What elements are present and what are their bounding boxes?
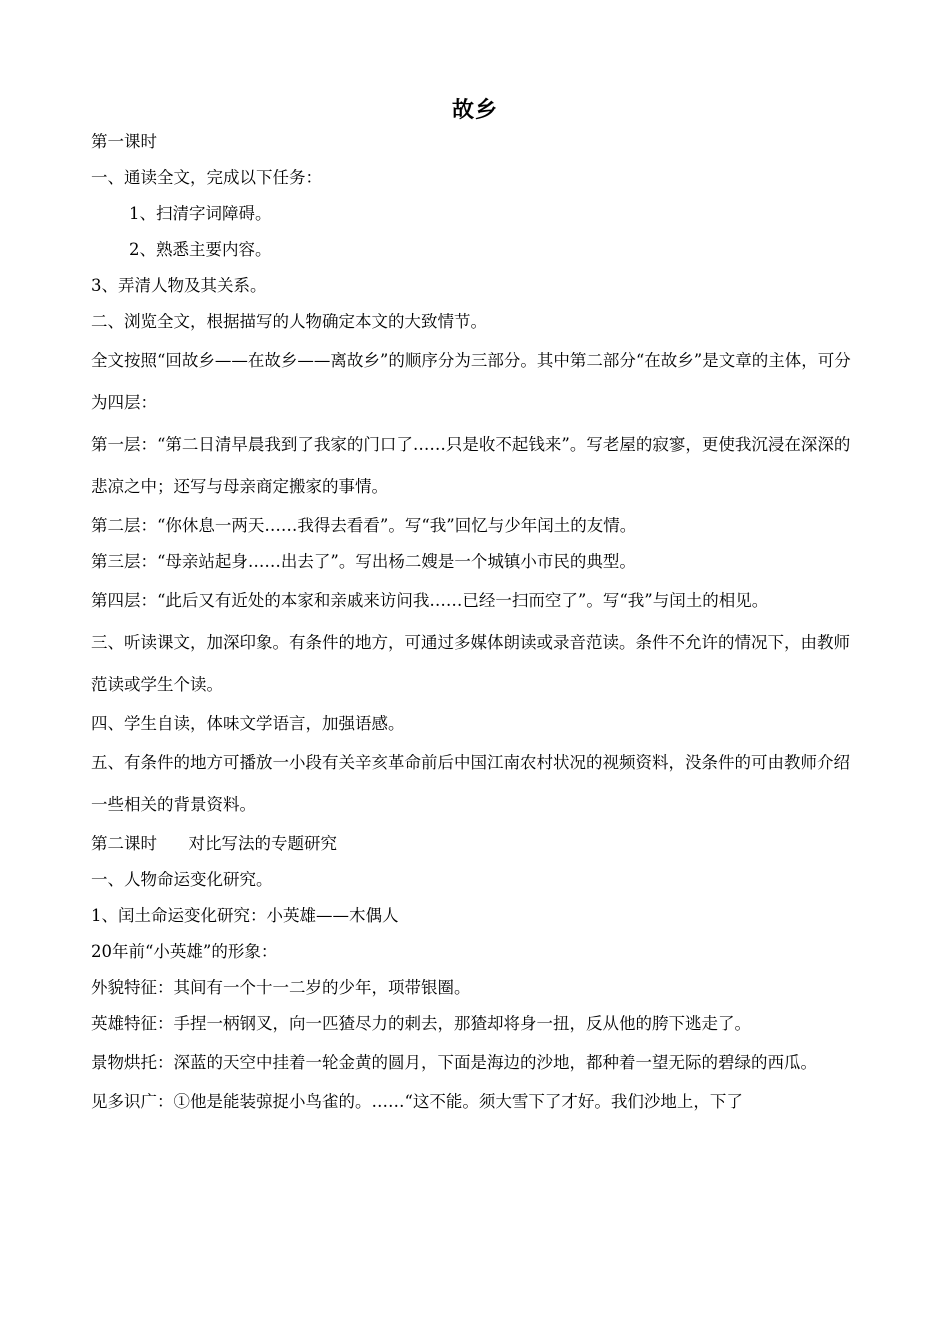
paragraph-lesson-1: 第一课时	[91, 132, 157, 151]
paragraph-layer-2: 第二层：“你休息一两天……我得去看看”。写“我”回忆与少年闰土的友情。	[91, 516, 637, 535]
paragraph-scenery: 景物烘托：深蓝的天空中挂着一轮金黄的圆月，下面是海边的沙地，都种着一望无际的碧绿的西瓜。	[91, 1053, 817, 1072]
paragraph-layer-1: 第一层：“第二日清早晨我到了我家的门口了……只是收不起钱来”。写老屋的寂寥，更使我沉浸在深深的悲凉之中；还写与母亲商定搬家的事情。	[91, 435, 851, 496]
paragraph-structure: 全文按照“回故乡——在故乡——离故乡”的顺序分为三部分。其中第二部分“在故乡”是文章的主体，可分为四层：	[91, 351, 851, 412]
paragraph-subtask-2: 2、熟悉主要内容。	[129, 240, 272, 259]
document-body	[91, 124, 861, 1120]
paragraph-subtask-3: 3、弄清人物及其关系。	[91, 276, 267, 295]
paragraph-task-3: 三、听读课文，加深印象。有条件的地方，可通过多媒体朗读或录音范读。条件不允许的情况下，由教师范读或学生个读。	[91, 633, 850, 694]
paragraph-task-4: 四、学生自读，体味文学语言，加强语感。	[91, 714, 405, 733]
paragraph-lesson-2: 第二课时 对比写法的专题研究	[91, 834, 337, 853]
paragraph-section-1: 一、人物命运变化研究。	[91, 870, 273, 889]
paragraph-task-1: 一、通读全文，完成以下任务：	[91, 168, 322, 187]
paragraph-subtask-1: 1、扫清字词障碍。	[129, 204, 272, 223]
paragraph-appearance: 外貌特征：其间有一个十一二岁的少年，项带银圈。	[91, 978, 471, 997]
paragraph-hero-image: 20年前“小英雄”的形象：	[91, 942, 278, 961]
paragraph-task-5: 五、有条件的地方可播放一小段有关辛亥革命前后中国江南农村状况的视频资料，没条件的可由教师介绍一些相关的背景资料。	[91, 753, 850, 814]
paragraph-layer-3: 第三层：“母亲站起身……出去了”。写出杨二嫂是一个城镇小市民的典型。	[91, 552, 636, 571]
paragraph-layer-4: 第四层：“此后又有近处的本家和亲戚来访问我……已经一扫而空了”。写“我”与闰土的相见。	[91, 591, 769, 610]
paragraph-knowledge: 见多识广：①他是能装弶捉小鸟雀的。……“这不能。须大雪下了才好。我们沙地上，下了	[91, 1092, 743, 1111]
paragraph-runtu-change: 1、闰土命运变化研究：小英雄——木偶人	[91, 906, 399, 925]
document-title: 故乡	[451, 98, 498, 123]
paragraph-hero-traits: 英雄特征：手捏一柄钢叉，向一匹猹尽力的刺去，那猹却将身一扭，反从他的胯下逃走了。	[91, 1014, 751, 1033]
paragraph-task-2: 二、浏览全文，根据描写的人物确定本文的大致情节。	[91, 312, 487, 331]
